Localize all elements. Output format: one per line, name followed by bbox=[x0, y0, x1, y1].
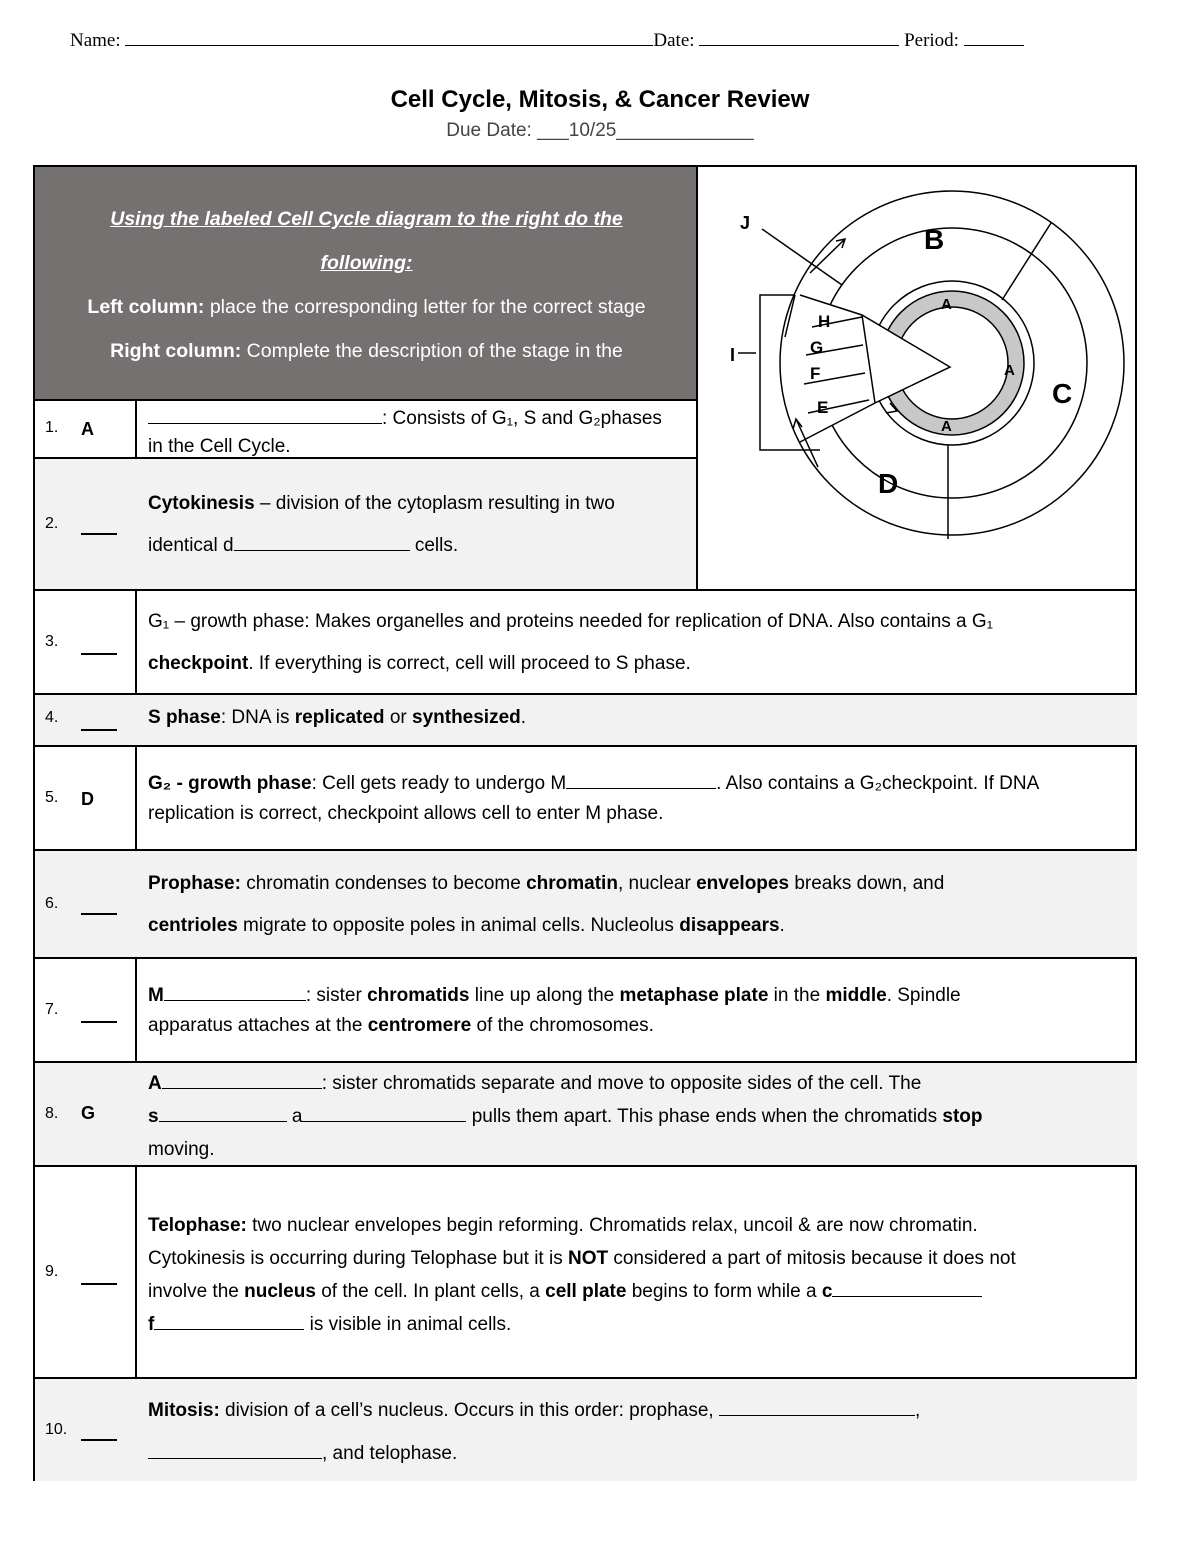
row-number: 9. bbox=[45, 1263, 59, 1280]
answer-field[interactable]: D bbox=[81, 789, 94, 809]
left-column-text: place the corresponding letter for the correct stage bbox=[204, 296, 646, 318]
row-number: 10. bbox=[45, 1421, 68, 1438]
row-description: G₂ - growth phase: Cell gets ready to undergo M . Also contains a G₂checkpoint. If DNA replication is correct, checkpoint allows cell to enter M phase. bbox=[148, 773, 1040, 824]
row-description: M : sister chromatids line up along the metaphase plate in the middle. Spindle apparatus attaches at the centromere of the chromosomes. bbox=[148, 985, 961, 1036]
blank-field[interactable] bbox=[302, 1107, 466, 1122]
table-row bbox=[35, 695, 1137, 745]
row-description: Cytokinesis – division of the cytoplasm resulting in two identical d cells. bbox=[148, 493, 615, 556]
answer-field[interactable] bbox=[81, 729, 117, 731]
label-a-right: A bbox=[1004, 362, 1015, 379]
answer-field[interactable] bbox=[81, 1439, 117, 1441]
table-row bbox=[35, 959, 1137, 1061]
row-description: Prophase: chromatin condenses to become chromatin, nuclear envelopes breaks down, and centrioles migrate to opposite poles in animal cells. Nucleolus disappears. bbox=[148, 873, 945, 936]
label-b: B bbox=[924, 224, 945, 255]
student-info-line bbox=[70, 30, 1070, 52]
row-number: 3. bbox=[45, 633, 59, 650]
label-d: D bbox=[878, 468, 899, 499]
review-table bbox=[33, 165, 1137, 1481]
row-number: 4. bbox=[45, 709, 59, 726]
answer-field[interactable] bbox=[81, 1283, 117, 1285]
label-j: J bbox=[740, 213, 751, 233]
left-column-label: Left column: bbox=[87, 296, 205, 318]
blank-field[interactable] bbox=[148, 1444, 322, 1459]
instructions-heading-2: following: bbox=[320, 252, 413, 274]
row-number: 6. bbox=[45, 895, 59, 912]
table-row bbox=[35, 747, 1137, 849]
table-row bbox=[35, 851, 1137, 957]
blank-field[interactable] bbox=[154, 1315, 304, 1330]
row-description: S phase: DNA is replicated or synthesized. bbox=[148, 707, 527, 728]
date-label: Date: bbox=[653, 30, 695, 51]
blank-field[interactable] bbox=[164, 986, 306, 1001]
row-description: A : sister chromatids separate and move to opposite sides of the cell. The s a pulls them apart. This phase ends when the chromatids stop moving. bbox=[148, 1073, 983, 1160]
period-label: Period: bbox=[904, 30, 959, 51]
row-number: 2. bbox=[45, 515, 59, 532]
row-number: 8. bbox=[45, 1105, 59, 1122]
row-description: Mitosis: division of a cell’s nucleus. Occurs in this order: prophase, , , and telophase. bbox=[148, 1400, 921, 1464]
table-row bbox=[35, 1167, 1137, 1377]
instructions-heading-1: Using the labeled Cell Cycle diagram to the right do the bbox=[110, 208, 623, 230]
date-field[interactable] bbox=[699, 31, 899, 46]
answer-field[interactable] bbox=[81, 1021, 117, 1023]
row-description: G₁ – growth phase: Makes organelles and proteins needed for replication of DNA. Also contains a G₁ checkpoint. If everything is correct, cell will proceed to S phase. bbox=[148, 611, 994, 674]
cell-cycle-diagram bbox=[700, 167, 1137, 589]
answer-field[interactable]: A bbox=[81, 419, 94, 439]
table-row bbox=[35, 459, 696, 589]
answer-field[interactable] bbox=[81, 533, 117, 535]
answer-field[interactable] bbox=[81, 653, 117, 655]
blank-field[interactable] bbox=[234, 536, 410, 551]
blank-field[interactable] bbox=[159, 1107, 287, 1122]
blank-field[interactable] bbox=[719, 1401, 915, 1416]
label-f: F bbox=[810, 364, 821, 383]
label-a-bottom: A bbox=[941, 418, 952, 435]
table-row bbox=[35, 1063, 1137, 1165]
answer-field[interactable] bbox=[81, 913, 117, 915]
answer-field[interactable]: G bbox=[81, 1103, 96, 1123]
blank-field[interactable] bbox=[832, 1282, 982, 1297]
table-row bbox=[35, 1379, 1137, 1481]
page-title: Cell Cycle, Mitosis, & Cancer Review bbox=[390, 86, 810, 113]
right-column-label: Right column: bbox=[110, 340, 242, 362]
row-number: 5. bbox=[45, 789, 59, 806]
instructions-box bbox=[35, 167, 698, 399]
label-e: E bbox=[817, 398, 829, 417]
label-g: G bbox=[810, 338, 824, 357]
label-i: I bbox=[730, 345, 736, 365]
due-date: Due Date: ___10/25_____________ bbox=[446, 120, 754, 141]
blank-field[interactable] bbox=[566, 774, 716, 789]
row-number: 7. bbox=[45, 1001, 59, 1018]
label-h: H bbox=[818, 312, 831, 331]
table-row bbox=[35, 591, 1137, 693]
name-label: Name: bbox=[70, 30, 121, 51]
blank-field[interactable] bbox=[148, 409, 382, 424]
label-c: C bbox=[1052, 378, 1073, 409]
table-row bbox=[35, 401, 696, 457]
label-a-top: A bbox=[941, 296, 952, 313]
row-description: : Consists of G₁, S and G₂phases in the Cell Cycle. bbox=[148, 408, 662, 457]
row-description: Telophase: two nuclear envelopes begin reforming. Chromatids relax, uncoil & are now chromatin. Cytokinesis is occurring during Telophase but it is NOT considered a part of mitosis because it does not involve the nucleus of the cell. In plant cells, a cell plate begins to form while a c f is visible in animal cells. bbox=[148, 1215, 1016, 1335]
row-number: 1. bbox=[45, 419, 59, 436]
period-field[interactable] bbox=[964, 31, 1024, 46]
name-field[interactable] bbox=[125, 31, 653, 46]
blank-field[interactable] bbox=[162, 1074, 322, 1089]
right-column-text: Complete the description of the stage in the bbox=[241, 340, 623, 362]
